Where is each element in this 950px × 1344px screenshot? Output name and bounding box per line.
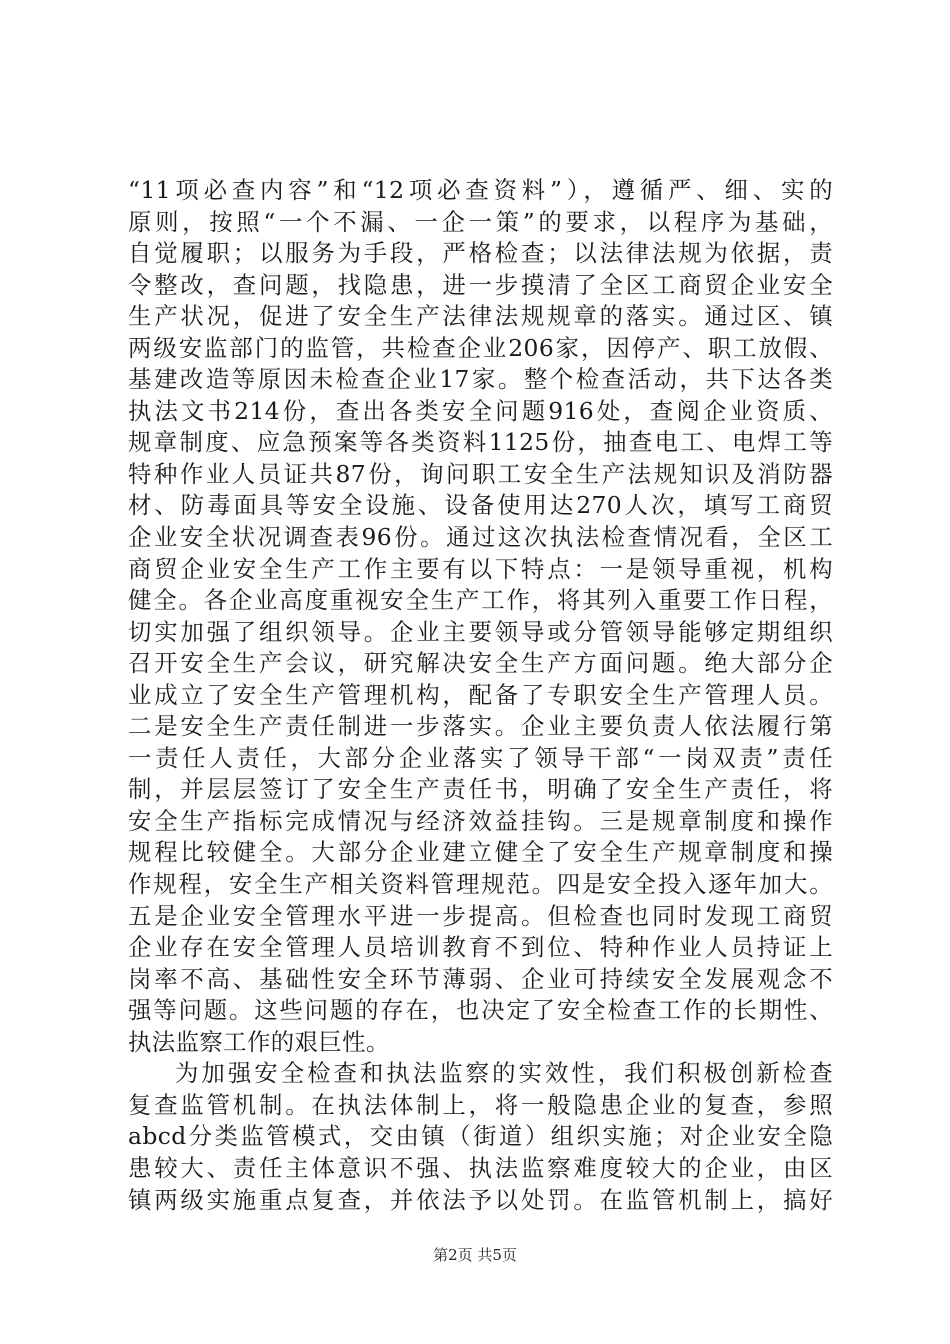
text-line: 一责任人责任，大部分企业落实了领导干部“一岗双责”责任 (128, 743, 833, 772)
text-line: abcd分类监管模式，交由镇（街道）组织实施；对企业安全隐 (128, 1122, 833, 1151)
text-line: 生产状况，促进了安全生产法律法规规章的落实。通过区、镇 (128, 302, 833, 331)
text-line: 岗率不高、基础性安全环节薄弱、企业可持续安全发展观念不 (128, 964, 833, 993)
text-line: 切实加强了组织领导。企业主要领导或分管领导能够定期组织 (128, 617, 833, 646)
page-number-footer: 第2页 共5页 (433, 1246, 517, 1264)
text-line: 基建改造等原因未检查企业17家。整个检查活动，共下达各类 (128, 365, 833, 394)
text-line: 规章制度、应急预案等各类资料1125份，抽查电工、电焊工等 (128, 428, 833, 457)
text-line: 企业存在安全管理人员培训教育不到位、特种作业人员持证上 (128, 933, 833, 962)
text-line: 执法文书214份，查出各类安全问题916处，查阅企业资质、 (128, 396, 833, 425)
text-line: 复查监管机制。在执法体制上，将一般隐患企业的复查，参照 (128, 1090, 833, 1119)
text-line: 执法监察工作的艰巨性。 (128, 1027, 390, 1056)
text-line: 两级安监部门的监管，共检查企业206家，因停产、职工放假、 (128, 333, 833, 362)
text-line: 安全生产指标完成情况与经济效益挂钩。三是规章制度和操作 (128, 806, 833, 835)
text-line: 作规程，安全生产相关资料管理规范。四是安全投入逐年加大。 (128, 870, 833, 899)
text-line: “11项必查内容”和“12项必查资料”），遵循严、细、实的 (128, 176, 833, 204)
text-line: 商贸企业安全生产工作主要有以下特点：一是领导重视，机构 (128, 554, 833, 583)
text-line: 规程比较健全。大部分企业建立健全了安全生产规章制度和操 (128, 838, 833, 867)
body-text (128, 175, 833, 1216)
text-line: 自觉履职；以服务为手段，严格检查；以法律法规为依据，责 (128, 239, 833, 268)
text-line: 制，并层层签订了安全生产责任书，明确了安全生产责任，将 (128, 775, 833, 804)
text-line: 五是企业安全管理水平进一步提高。但检查也同时发现工商贸 (128, 901, 833, 930)
text-line: 特种作业人员证共87份，询问职工安全生产法规知识及消防器 (128, 459, 833, 488)
text-line: 材、防毒面具等安全设施、设备使用达270人次，填写工商贸 (128, 491, 833, 520)
text-line: 患较大、责任主体意识不强、执法监察难度较大的企业，由区 (128, 1153, 833, 1182)
text-line: 健全。各企业高度重视安全生产工作，将其列入重要工作日程， (128, 586, 833, 615)
text-line: 令整改，查问题，找隐患，进一步摸清了全区工商贸企业安全 (128, 270, 833, 299)
text-line: 二是安全生产责任制进一步落实。企业主要负责人依法履行第 (128, 712, 833, 741)
text-line: 业成立了安全生产管理机构，配备了专职安全生产管理人员。 (128, 680, 833, 709)
text-line: 强等问题。这些问题的存在，也决定了安全检查工作的长期性、 (128, 996, 833, 1025)
text-line: 原则，按照“一个不漏、一企一策”的要求，以程序为基础， (128, 207, 833, 236)
text-line: 镇两级实施重点复查，并依法予以处罚。在监管机制上，搞好 (128, 1185, 833, 1214)
paragraph-first-line: 为加强安全检查和执法监察的实效性，我们积极创新检查 (175, 1059, 833, 1088)
text-line: 企业安全状况调查表96份。通过这次执法检查情况看，全区工 (128, 523, 833, 552)
text-line: 召开安全生产会议，研究解决安全生产方面问题。绝大部分企 (128, 649, 833, 678)
